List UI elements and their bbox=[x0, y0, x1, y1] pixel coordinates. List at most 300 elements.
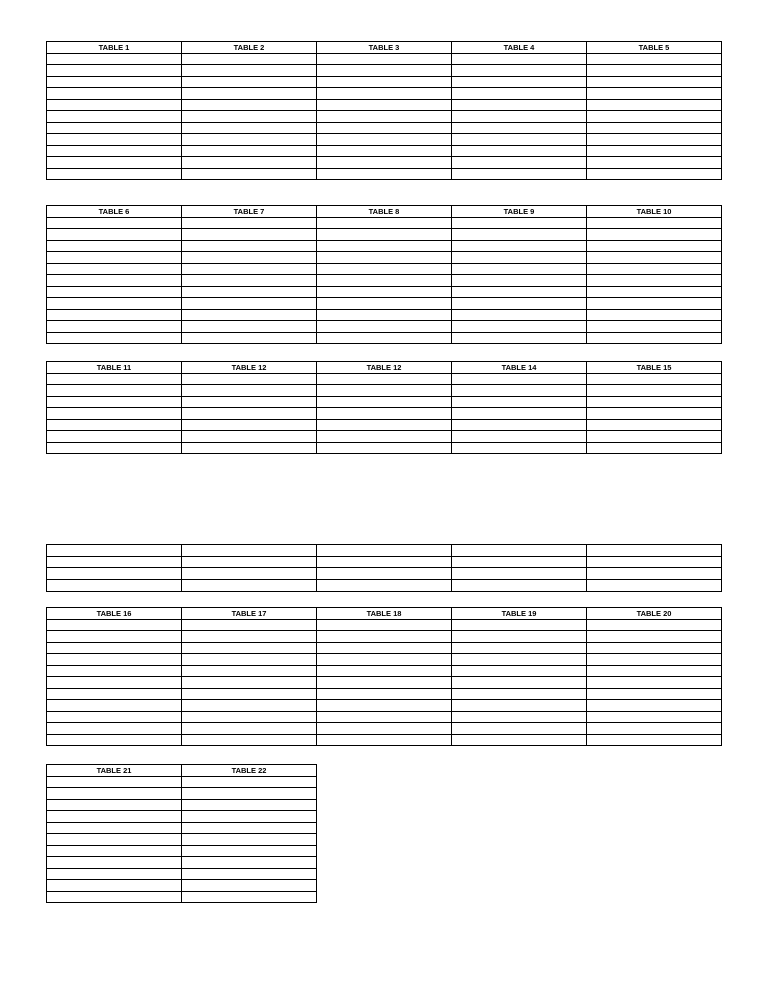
guest-name-cell[interactable] bbox=[47, 53, 182, 65]
guest-name-cell[interactable] bbox=[47, 298, 182, 310]
guest-name-cell[interactable] bbox=[182, 868, 317, 880]
guest-name-cell[interactable] bbox=[317, 275, 452, 287]
guest-name-cell[interactable] bbox=[587, 700, 722, 712]
table-header-label: TABLE 2 bbox=[182, 42, 317, 54]
table-row bbox=[47, 321, 722, 333]
guest-name-cell[interactable] bbox=[182, 880, 317, 892]
guest-name-cell[interactable] bbox=[47, 122, 182, 134]
guest-name-cell[interactable] bbox=[47, 145, 182, 157]
guest-name-cell[interactable] bbox=[47, 734, 182, 746]
guest-name-cell[interactable] bbox=[47, 776, 182, 788]
guest-name-cell[interactable] bbox=[317, 385, 452, 397]
guest-name-cell[interactable] bbox=[47, 880, 182, 892]
table-row bbox=[47, 88, 722, 100]
guest-name-cell[interactable] bbox=[587, 157, 722, 169]
guest-name-cell[interactable] bbox=[317, 65, 452, 77]
table-header-label: TABLE 6 bbox=[47, 206, 182, 218]
guest-name-cell[interactable] bbox=[452, 442, 587, 454]
guest-name-cell[interactable] bbox=[587, 556, 722, 568]
guest-name-cell[interactable] bbox=[47, 642, 182, 654]
guest-name-cell[interactable] bbox=[452, 385, 587, 397]
guest-name-cell[interactable] bbox=[317, 111, 452, 123]
table-header-label: TABLE 19 bbox=[452, 608, 587, 620]
guest-name-cell[interactable] bbox=[182, 53, 317, 65]
guest-name-cell[interactable] bbox=[47, 168, 182, 180]
guest-name-cell[interactable] bbox=[47, 111, 182, 123]
guest-name-cell[interactable] bbox=[587, 654, 722, 666]
guest-name-cell[interactable] bbox=[182, 286, 317, 298]
table-header-label: TABLE 8 bbox=[317, 206, 452, 218]
guest-name-cell[interactable] bbox=[47, 88, 182, 100]
guest-name-cell[interactable] bbox=[47, 834, 182, 846]
guest-name-cell[interactable] bbox=[317, 631, 452, 643]
block-body bbox=[47, 765, 317, 903]
guest-name-cell[interactable] bbox=[317, 53, 452, 65]
table-row bbox=[47, 65, 722, 77]
guest-name-cell[interactable] bbox=[47, 134, 182, 146]
guest-name-cell[interactable] bbox=[587, 677, 722, 689]
guest-name-cell[interactable] bbox=[587, 76, 722, 88]
guest-name-cell[interactable] bbox=[182, 157, 317, 169]
guest-name-cell[interactable] bbox=[47, 419, 182, 431]
guest-name-cell[interactable] bbox=[317, 240, 452, 252]
guest-name-cell[interactable] bbox=[317, 122, 452, 134]
guest-name-cell[interactable] bbox=[317, 711, 452, 723]
guest-name-cell[interactable] bbox=[587, 545, 722, 557]
table-row bbox=[47, 788, 317, 800]
table-row bbox=[47, 408, 722, 420]
guest-name-cell[interactable] bbox=[182, 145, 317, 157]
guest-name-cell[interactable] bbox=[452, 373, 587, 385]
table-header-label: TABLE 18 bbox=[317, 608, 452, 620]
guest-name-cell[interactable] bbox=[587, 385, 722, 397]
guest-name-cell[interactable] bbox=[182, 229, 317, 241]
guest-name-cell[interactable] bbox=[317, 665, 452, 677]
guest-name-cell[interactable] bbox=[452, 53, 587, 65]
guest-name-cell[interactable] bbox=[182, 396, 317, 408]
guest-name-cell[interactable] bbox=[452, 321, 587, 333]
guest-name-cell[interactable] bbox=[452, 145, 587, 157]
guest-name-cell[interactable] bbox=[317, 442, 452, 454]
guest-name-cell[interactable] bbox=[47, 157, 182, 169]
guest-name-cell[interactable] bbox=[182, 419, 317, 431]
table-header-label: TABLE 12 bbox=[182, 362, 317, 374]
guest-name-cell[interactable] bbox=[452, 545, 587, 557]
guest-name-cell[interactable] bbox=[47, 677, 182, 689]
guest-name-cell[interactable] bbox=[452, 252, 587, 264]
guest-name-cell[interactable] bbox=[317, 545, 452, 557]
guest-name-cell[interactable] bbox=[317, 619, 452, 631]
block-body bbox=[47, 206, 722, 344]
table-row bbox=[47, 99, 722, 111]
guest-name-cell[interactable] bbox=[452, 65, 587, 77]
guest-name-cell[interactable] bbox=[452, 665, 587, 677]
guest-name-cell[interactable] bbox=[452, 419, 587, 431]
guest-name-cell[interactable] bbox=[182, 373, 317, 385]
block-body bbox=[47, 545, 722, 592]
table-row bbox=[47, 822, 317, 834]
guest-name-cell[interactable] bbox=[452, 240, 587, 252]
guest-name-cell[interactable] bbox=[587, 99, 722, 111]
guest-name-cell[interactable] bbox=[587, 332, 722, 344]
guest-name-cell[interactable] bbox=[182, 654, 317, 666]
table-row bbox=[47, 868, 317, 880]
guest-name-cell[interactable] bbox=[182, 545, 317, 557]
guest-name-cell[interactable] bbox=[182, 408, 317, 420]
seating-table-block-5 bbox=[46, 607, 722, 746]
guest-name-cell[interactable] bbox=[317, 76, 452, 88]
table-row bbox=[47, 545, 722, 557]
guest-name-cell[interactable] bbox=[182, 442, 317, 454]
guest-name-cell[interactable] bbox=[182, 700, 317, 712]
guest-name-cell[interactable] bbox=[182, 122, 317, 134]
guest-name-cell[interactable] bbox=[182, 845, 317, 857]
guest-name-cell[interactable] bbox=[452, 619, 587, 631]
guest-name-cell[interactable] bbox=[452, 263, 587, 275]
guest-name-cell[interactable] bbox=[182, 168, 317, 180]
guest-name-cell[interactable] bbox=[182, 834, 317, 846]
guest-name-cell[interactable] bbox=[587, 134, 722, 146]
guest-name-cell[interactable] bbox=[182, 332, 317, 344]
guest-name-cell[interactable] bbox=[47, 891, 182, 903]
guest-name-cell[interactable] bbox=[452, 723, 587, 735]
guest-name-cell[interactable] bbox=[452, 168, 587, 180]
table-row bbox=[47, 845, 317, 857]
guest-name-cell[interactable] bbox=[317, 252, 452, 264]
guest-name-cell[interactable] bbox=[182, 298, 317, 310]
guest-name-cell[interactable] bbox=[182, 263, 317, 275]
guest-name-cell[interactable] bbox=[47, 263, 182, 275]
guest-name-cell[interactable] bbox=[317, 580, 452, 592]
guest-name-cell[interactable] bbox=[47, 711, 182, 723]
guest-name-cell[interactable] bbox=[587, 321, 722, 333]
guest-name-cell[interactable] bbox=[182, 857, 317, 869]
table-header-label: TABLE 4 bbox=[452, 42, 587, 54]
guest-name-cell[interactable] bbox=[317, 134, 452, 146]
table-row bbox=[47, 723, 722, 735]
guest-name-cell[interactable] bbox=[182, 631, 317, 643]
guest-name-cell[interactable] bbox=[47, 857, 182, 869]
guest-name-cell[interactable] bbox=[182, 431, 317, 443]
table-row bbox=[47, 677, 722, 689]
guest-name-cell[interactable] bbox=[452, 122, 587, 134]
table-header-label: TABLE 7 bbox=[182, 206, 317, 218]
guest-name-cell[interactable] bbox=[182, 385, 317, 397]
guest-name-cell[interactable] bbox=[452, 157, 587, 169]
guest-name-cell[interactable] bbox=[182, 65, 317, 77]
guest-name-cell[interactable] bbox=[317, 408, 452, 420]
guest-name-cell[interactable] bbox=[587, 396, 722, 408]
guest-name-cell[interactable] bbox=[587, 619, 722, 631]
guest-name-cell[interactable] bbox=[452, 298, 587, 310]
guest-name-cell[interactable] bbox=[587, 419, 722, 431]
table-header-label: TABLE 14 bbox=[452, 362, 587, 374]
guest-name-cell[interactable] bbox=[587, 408, 722, 420]
guest-name-cell[interactable] bbox=[182, 580, 317, 592]
guest-name-cell[interactable] bbox=[587, 723, 722, 735]
seating-table-block-3 bbox=[46, 361, 722, 454]
guest-name-cell[interactable] bbox=[317, 556, 452, 568]
guest-name-cell[interactable] bbox=[47, 822, 182, 834]
guest-name-cell[interactable] bbox=[182, 619, 317, 631]
table-row bbox=[47, 229, 722, 241]
guest-name-cell[interactable] bbox=[47, 619, 182, 631]
table-row bbox=[47, 111, 722, 123]
guest-name-cell[interactable] bbox=[47, 252, 182, 264]
guest-name-cell[interactable] bbox=[182, 799, 317, 811]
guest-name-cell[interactable] bbox=[587, 734, 722, 746]
guest-name-cell[interactable] bbox=[182, 711, 317, 723]
guest-name-cell[interactable] bbox=[182, 811, 317, 823]
table-row bbox=[47, 240, 722, 252]
guest-name-cell[interactable] bbox=[452, 631, 587, 643]
table-row bbox=[47, 776, 317, 788]
guest-name-cell[interactable] bbox=[317, 419, 452, 431]
table-row bbox=[47, 688, 722, 700]
guest-name-cell[interactable] bbox=[587, 298, 722, 310]
guest-name-cell[interactable] bbox=[317, 309, 452, 321]
guest-name-cell[interactable] bbox=[317, 431, 452, 443]
guest-name-cell[interactable] bbox=[182, 723, 317, 735]
guest-name-cell[interactable] bbox=[182, 688, 317, 700]
guest-name-cell[interactable] bbox=[452, 431, 587, 443]
guest-name-cell[interactable] bbox=[452, 286, 587, 298]
guest-name-cell[interactable] bbox=[587, 442, 722, 454]
guest-name-cell[interactable] bbox=[587, 688, 722, 700]
table-header-label: TABLE 20 bbox=[587, 608, 722, 620]
guest-name-cell[interactable] bbox=[182, 88, 317, 100]
table-row bbox=[47, 419, 722, 431]
guest-name-cell[interactable] bbox=[47, 788, 182, 800]
guest-name-cell[interactable] bbox=[47, 217, 182, 229]
table-header-label: TABLE 16 bbox=[47, 608, 182, 620]
table-header-label: TABLE 12 bbox=[317, 362, 452, 374]
guest-name-cell[interactable] bbox=[182, 776, 317, 788]
guest-name-cell[interactable] bbox=[587, 53, 722, 65]
header-row bbox=[47, 206, 722, 218]
guest-name-cell[interactable] bbox=[47, 309, 182, 321]
guest-name-cell[interactable] bbox=[47, 76, 182, 88]
guest-name-cell[interactable] bbox=[317, 373, 452, 385]
guest-name-cell[interactable] bbox=[452, 217, 587, 229]
guest-name-cell[interactable] bbox=[317, 88, 452, 100]
guest-name-cell[interactable] bbox=[182, 99, 317, 111]
guest-name-cell[interactable] bbox=[182, 134, 317, 146]
guest-name-cell[interactable] bbox=[587, 431, 722, 443]
guest-name-cell[interactable] bbox=[452, 734, 587, 746]
guest-name-cell[interactable] bbox=[182, 642, 317, 654]
guest-name-cell[interactable] bbox=[182, 217, 317, 229]
guest-name-cell[interactable] bbox=[317, 99, 452, 111]
guest-name-cell[interactable] bbox=[452, 76, 587, 88]
guest-name-cell[interactable] bbox=[317, 263, 452, 275]
guest-name-cell[interactable] bbox=[317, 734, 452, 746]
guest-name-cell[interactable] bbox=[47, 385, 182, 397]
guest-name-cell[interactable] bbox=[317, 642, 452, 654]
table-row bbox=[47, 168, 722, 180]
guest-name-cell[interactable] bbox=[47, 799, 182, 811]
guest-name-cell[interactable] bbox=[182, 891, 317, 903]
guest-name-cell[interactable] bbox=[317, 332, 452, 344]
table-row bbox=[47, 654, 722, 666]
table-row bbox=[47, 811, 317, 823]
guest-name-cell[interactable] bbox=[47, 665, 182, 677]
guest-name-cell[interactable] bbox=[587, 145, 722, 157]
guest-name-cell[interactable] bbox=[182, 275, 317, 287]
guest-name-cell[interactable] bbox=[587, 168, 722, 180]
table-header-label: TABLE 5 bbox=[587, 42, 722, 54]
guest-name-cell[interactable] bbox=[452, 111, 587, 123]
guest-name-cell[interactable] bbox=[452, 700, 587, 712]
guest-name-cell[interactable] bbox=[587, 122, 722, 134]
guest-name-cell[interactable] bbox=[452, 654, 587, 666]
guest-name-cell[interactable] bbox=[47, 654, 182, 666]
seating-table-block-1 bbox=[46, 41, 722, 180]
guest-name-cell[interactable] bbox=[317, 688, 452, 700]
guest-name-cell[interactable] bbox=[452, 275, 587, 287]
guest-name-cell[interactable] bbox=[47, 408, 182, 420]
guest-name-cell[interactable] bbox=[587, 240, 722, 252]
guest-name-cell[interactable] bbox=[317, 700, 452, 712]
table-row bbox=[47, 665, 722, 677]
guest-name-cell[interactable] bbox=[47, 65, 182, 77]
guest-name-cell[interactable] bbox=[452, 642, 587, 654]
guest-name-cell[interactable] bbox=[317, 654, 452, 666]
guest-name-cell[interactable] bbox=[587, 111, 722, 123]
guest-name-cell[interactable] bbox=[182, 252, 317, 264]
guest-name-cell[interactable] bbox=[47, 332, 182, 344]
guest-name-cell[interactable] bbox=[452, 88, 587, 100]
guest-name-cell[interactable] bbox=[47, 431, 182, 443]
guest-name-cell[interactable] bbox=[587, 665, 722, 677]
guest-name-cell[interactable] bbox=[47, 631, 182, 643]
table-row bbox=[47, 891, 317, 903]
guest-name-cell[interactable] bbox=[47, 229, 182, 241]
guest-name-cell[interactable] bbox=[587, 568, 722, 580]
guest-name-cell[interactable] bbox=[452, 711, 587, 723]
guest-name-cell[interactable] bbox=[587, 65, 722, 77]
guest-name-cell[interactable] bbox=[587, 229, 722, 241]
table-row bbox=[47, 309, 722, 321]
guest-name-cell[interactable] bbox=[47, 688, 182, 700]
guest-name-cell[interactable] bbox=[452, 688, 587, 700]
guest-name-cell[interactable] bbox=[317, 145, 452, 157]
guest-name-cell[interactable] bbox=[452, 309, 587, 321]
guest-name-cell[interactable] bbox=[47, 286, 182, 298]
block-body bbox=[47, 42, 722, 180]
table-row bbox=[47, 711, 722, 723]
guest-name-cell[interactable] bbox=[452, 134, 587, 146]
guest-name-cell[interactable] bbox=[47, 396, 182, 408]
guest-name-cell[interactable] bbox=[587, 711, 722, 723]
guest-name-cell[interactable] bbox=[182, 240, 317, 252]
table-header-label: TABLE 10 bbox=[587, 206, 722, 218]
guest-name-cell[interactable] bbox=[47, 373, 182, 385]
guest-name-cell[interactable] bbox=[317, 157, 452, 169]
guest-name-cell[interactable] bbox=[587, 580, 722, 592]
guest-name-cell[interactable] bbox=[182, 309, 317, 321]
guest-name-cell[interactable] bbox=[47, 811, 182, 823]
guest-name-cell[interactable] bbox=[587, 275, 722, 287]
seating-table-block-6 bbox=[46, 764, 317, 903]
guest-name-cell[interactable] bbox=[317, 168, 452, 180]
guest-name-cell[interactable] bbox=[47, 240, 182, 252]
guest-name-cell[interactable] bbox=[452, 677, 587, 689]
guest-name-cell[interactable] bbox=[182, 677, 317, 689]
guest-name-cell[interactable] bbox=[452, 396, 587, 408]
block-body bbox=[47, 362, 722, 454]
table-row bbox=[47, 157, 722, 169]
table-row bbox=[47, 700, 722, 712]
guest-name-cell[interactable] bbox=[317, 217, 452, 229]
guest-name-cell[interactable] bbox=[452, 99, 587, 111]
guest-name-cell[interactable] bbox=[452, 408, 587, 420]
guest-name-cell[interactable] bbox=[317, 321, 452, 333]
guest-name-cell[interactable] bbox=[587, 88, 722, 100]
guest-name-cell[interactable] bbox=[182, 822, 317, 834]
guest-name-cell[interactable] bbox=[587, 263, 722, 275]
guest-name-cell[interactable] bbox=[47, 545, 182, 557]
guest-name-cell[interactable] bbox=[452, 556, 587, 568]
guest-name-cell[interactable] bbox=[47, 845, 182, 857]
guest-name-cell[interactable] bbox=[317, 229, 452, 241]
guest-name-cell[interactable] bbox=[182, 788, 317, 800]
guest-name-cell[interactable] bbox=[47, 99, 182, 111]
guest-name-cell[interactable] bbox=[317, 568, 452, 580]
guest-name-cell[interactable] bbox=[452, 229, 587, 241]
guest-name-cell[interactable] bbox=[317, 723, 452, 735]
guest-name-cell[interactable] bbox=[47, 580, 182, 592]
guest-name-cell[interactable] bbox=[182, 568, 317, 580]
header-row bbox=[47, 765, 317, 777]
guest-name-cell[interactable] bbox=[452, 580, 587, 592]
guest-name-cell[interactable] bbox=[47, 275, 182, 287]
guest-name-cell[interactable] bbox=[182, 76, 317, 88]
guest-name-cell[interactable] bbox=[47, 442, 182, 454]
guest-name-cell[interactable] bbox=[182, 111, 317, 123]
guest-name-cell[interactable] bbox=[182, 321, 317, 333]
guest-name-cell[interactable] bbox=[47, 568, 182, 580]
guest-name-cell[interactable] bbox=[47, 556, 182, 568]
guest-name-cell[interactable] bbox=[587, 309, 722, 321]
guest-name-cell[interactable] bbox=[47, 700, 182, 712]
table-header-label: TABLE 3 bbox=[317, 42, 452, 54]
guest-name-cell[interactable] bbox=[452, 332, 587, 344]
guest-name-cell[interactable] bbox=[587, 631, 722, 643]
guest-name-cell[interactable] bbox=[182, 734, 317, 746]
guest-name-cell[interactable] bbox=[317, 298, 452, 310]
guest-name-cell[interactable] bbox=[587, 252, 722, 264]
guest-name-cell[interactable] bbox=[317, 396, 452, 408]
guest-name-cell[interactable] bbox=[317, 677, 452, 689]
block-body bbox=[47, 608, 722, 746]
guest-name-cell[interactable] bbox=[452, 568, 587, 580]
guest-name-cell[interactable] bbox=[47, 868, 182, 880]
guest-name-cell[interactable] bbox=[182, 665, 317, 677]
guest-name-cell[interactable] bbox=[47, 321, 182, 333]
guest-name-cell[interactable] bbox=[182, 556, 317, 568]
header-row bbox=[47, 42, 722, 54]
guest-name-cell[interactable] bbox=[47, 723, 182, 735]
guest-name-cell[interactable] bbox=[587, 286, 722, 298]
guest-name-cell[interactable] bbox=[587, 217, 722, 229]
guest-name-cell[interactable] bbox=[317, 286, 452, 298]
guest-name-cell[interactable] bbox=[587, 642, 722, 654]
seating-table-block-4 bbox=[46, 544, 722, 592]
table-row bbox=[47, 642, 722, 654]
guest-name-cell[interactable] bbox=[587, 373, 722, 385]
table-header-label: TABLE 17 bbox=[182, 608, 317, 620]
